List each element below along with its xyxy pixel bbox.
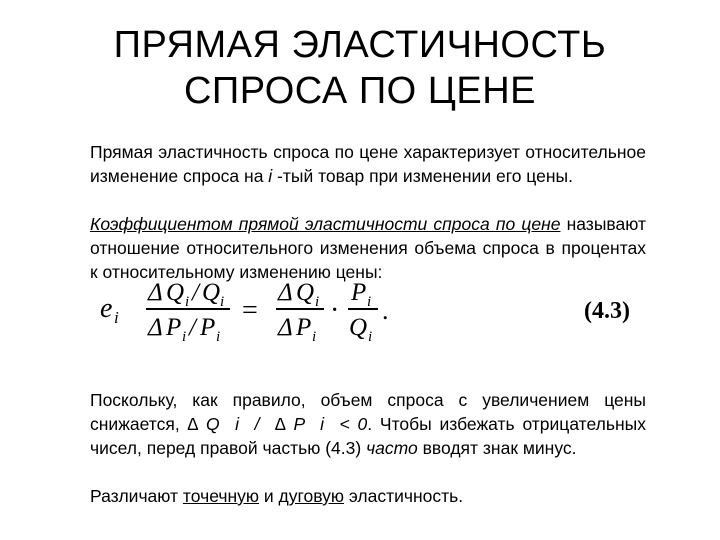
frac2-num-delta: Δ xyxy=(278,279,293,306)
frac2-den-p: P xyxy=(296,314,312,341)
paragraph1-text-2: -тый товар при изменении его цены. xyxy=(272,166,573,186)
frac2-den-sub: i xyxy=(312,329,317,344)
paragraph4-text-1: Различают xyxy=(90,486,183,506)
frac1-den-slash: / xyxy=(189,314,196,341)
frac1-den-sub1: i xyxy=(182,329,187,344)
paragraph3-text-1: Поскольку, как правило, объем спроса с увеличением цены снижается, xyxy=(90,390,646,434)
paragraph1-variable-i: i xyxy=(268,166,273,186)
formula-svg xyxy=(96,272,641,344)
frac3-den-q: Q xyxy=(349,314,368,341)
paragraph4-text-3: эластичность. xyxy=(344,486,464,506)
frac3-num-p: P xyxy=(351,279,367,306)
fraction-2 xyxy=(276,279,324,344)
formula-number: (4.3) xyxy=(584,298,630,324)
frac1-den-p2: P xyxy=(200,314,216,341)
paragraph3-expression: ∆ Q i / ∆ P i < 0 xyxy=(187,414,368,434)
paragraph3-italic-word: часто xyxy=(366,438,418,458)
paragraph-definition xyxy=(90,140,646,188)
paragraph3-text-2: . Чтобы избежать отрицательных чисел, перед правой частью (4.3) xyxy=(90,414,646,458)
frac1-num-q1: Q xyxy=(166,279,185,306)
paragraph2-text: называют отношение относительного изменения объема спроса в процентах к относительному изменению цены: xyxy=(90,214,646,282)
formula-lhs-e: e xyxy=(100,293,113,324)
slide-title xyxy=(0,22,720,114)
coefficient-term: Коэффициентом прямой эластичности спроса по цене xyxy=(90,214,561,234)
paragraph-sign xyxy=(90,388,646,460)
frac1-den-p1: P xyxy=(166,314,182,341)
frac1-num-slash: / xyxy=(192,279,199,306)
frac3-num-sub: i xyxy=(367,294,372,310)
fraction-1 xyxy=(146,279,230,344)
frac2-den-delta: Δ xyxy=(278,314,293,341)
title-line-2: СПРОСА ПО ЦЕНЕ xyxy=(183,70,536,112)
paragraph3-text-3: вводят знак минус. xyxy=(417,438,577,458)
arc-elasticity-link[interactable]: дуговую xyxy=(278,486,344,506)
frac2-num-sub: i xyxy=(315,294,320,310)
frac1-num-delta1: Δ xyxy=(148,279,163,306)
frac2-num-q: Q xyxy=(296,279,315,306)
point-elasticity-link[interactable]: точечную xyxy=(182,486,260,506)
fraction-3 xyxy=(348,279,378,344)
frac1-den-delta: Δ xyxy=(148,314,163,341)
paragraph4-text-2: и xyxy=(259,486,279,506)
paragraph-types xyxy=(90,484,646,508)
formula-dot: · xyxy=(330,295,340,326)
formula-period: . xyxy=(382,296,389,325)
frac1-num-sub1: i xyxy=(185,294,190,310)
title-line-1: ПРЯМАЯ ЭЛАСТИЧНОСТЬ xyxy=(113,24,607,66)
paragraph1-text-1: Прямая эластичность спроса по цене характеризует относительное изменение спроса на xyxy=(90,142,646,186)
formula-lhs-sub: i xyxy=(114,308,119,327)
frac1-num-sub2: i xyxy=(220,294,225,310)
formula-equals-1: = xyxy=(242,295,258,326)
frac1-num-q2: Q xyxy=(202,279,221,306)
frac1-den-sub2: i xyxy=(216,329,221,344)
elasticity-formula xyxy=(96,272,641,344)
frac3-den-sub: i xyxy=(368,329,373,344)
